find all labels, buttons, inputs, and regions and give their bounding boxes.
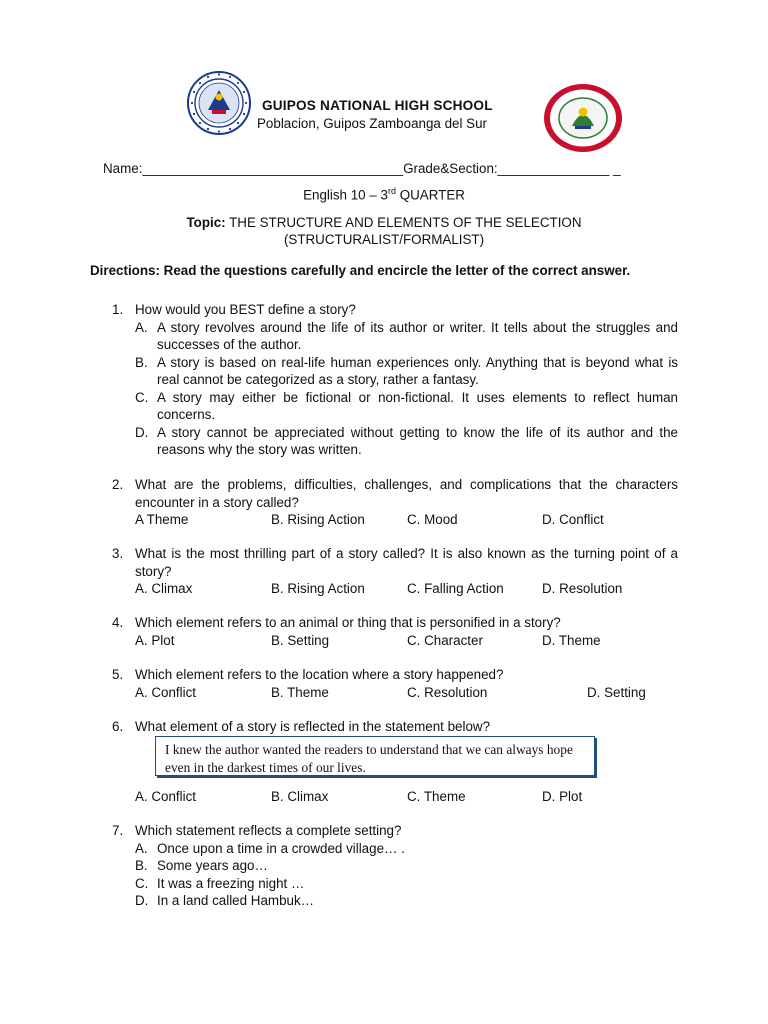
name-grade-line [103,161,621,176]
option-a[interactable]: A. Plot [135,632,175,648]
option-b[interactable]: B. A story is based on real-life human experiences only. Anything that is beyond what is real cannot be categorized as a story, rather a fantasy. [135,354,678,387]
option-c[interactable]: C. Theme [407,789,466,804]
options-row [135,511,678,529]
school-name: GUIPOS NATIONAL HIGH SCHOOL [262,98,493,113]
option-c[interactable]: C. Mood [407,512,458,527]
topic-title: THE STRUCTURE AND ELEMENTS OF THE SELECTION [225,215,582,230]
question-text: Which element refers to an animal or thing that is personified in a story? [135,615,561,630]
question-number: 2. [112,477,124,492]
subject-suffix: QUARTER [395,187,465,203]
question-text: What are the problems, difficulties, challenges, and complications that the characters encounter in a story called? [135,477,678,510]
directions-text: Read the questions carefully and encircle the letter of the correct answer. [159,263,631,278]
option-b[interactable]: B. Theme [271,684,329,700]
directions [90,262,678,279]
name-blank[interactable]: ___________________________________ [142,161,404,176]
option-c[interactable]: C. Resolution [407,684,488,700]
option-d[interactable]: D. Plot [542,789,583,804]
question-number: 5. [112,667,124,682]
option-d[interactable]: D. Conflict [542,512,604,527]
subject-sup: rd [387,186,396,196]
quote-box: I knew the author wanted the readers to understand that we can always hope even in the darkest times of our lives. [155,736,595,776]
question-text: What element of a story is reflected in the statement below? [135,719,491,734]
option-a[interactable]: A. A story revolves around the life of its author or writer. It tells about the struggles and successes of the author. [135,319,678,352]
question-number: 7. [112,823,124,838]
question-4 [112,614,678,649]
question-1 [112,301,678,459]
question-number: 4. [112,615,124,630]
options-row [135,632,678,650]
option-b[interactable]: B. Rising Action [271,581,365,596]
option-d[interactable]: D. Resolution [542,581,623,596]
option-a[interactable]: A. Once upon a time in a crowded village… . [135,840,405,856]
grade-section-label: Grade&Section: [403,161,498,176]
option-a[interactable]: A. Climax [135,581,193,596]
option-c[interactable]: C. It was a freezing night … [135,875,305,891]
question-number: 6. [112,719,124,734]
options-row [135,580,678,598]
option-a[interactable]: A. Conflict [135,789,197,804]
directions-label: Directions: [90,263,160,278]
question-text: Which statement reflects a complete setting? [135,823,402,838]
question-number: 3. [112,546,124,561]
option-a[interactable]: A Theme [135,512,189,527]
question-2 [112,476,678,529]
question-6 [112,718,678,736]
option-d[interactable]: D. Theme [542,632,601,648]
school-seal-logo [542,82,624,154]
topic-label: Topic: [186,215,226,230]
option-c[interactable]: C. A story may either be fictional or non-fictional. It uses elements to reflect human concerns. [135,389,678,422]
option-b[interactable]: B. Setting [271,632,330,648]
option-b[interactable]: B. Some years ago… [135,858,268,873]
option-a[interactable]: A. Conflict [135,684,197,700]
option-d[interactable]: D. Setting [587,684,646,700]
question-text: How would you BEST define a story? [135,302,356,317]
name-label: Name: [103,161,143,176]
topic-line-2: (STRUCTURALIST/FORMALIST) [283,232,485,247]
option-b[interactable]: B. Rising Action [271,512,365,527]
question-6-options [112,788,678,806]
options-row [135,684,678,702]
school-address: Poblacion, Guipos Zamboanga del Sur [257,116,488,131]
question-number: 1. [112,302,124,317]
option-d[interactable]: D. In a land called Hambuk… [135,893,315,908]
option-d[interactable]: D. A story cannot be appreciated without getting to know the life of its author and the reasons why the story was written. [135,424,678,457]
question-7 [112,822,678,910]
subject-line [0,186,768,202]
option-c[interactable]: C. Character [407,632,483,648]
grade-section-blank[interactable]: _______________ _ [497,161,621,176]
deped-seal-logo [186,70,252,136]
question-5 [112,666,678,701]
question-3 [112,545,678,598]
options-row [135,788,678,806]
option-b[interactable]: B. Climax [271,789,329,804]
question-text: Which element refers to the location where a story happened? [135,667,504,682]
topic-line-1 [0,215,768,230]
question-text: What is the most thrilling part of a story called? It is also known as the turning point of a story? [135,546,678,579]
option-c[interactable]: C. Falling Action [407,581,504,596]
subject-prefix: English 10 – 3 [303,187,388,203]
